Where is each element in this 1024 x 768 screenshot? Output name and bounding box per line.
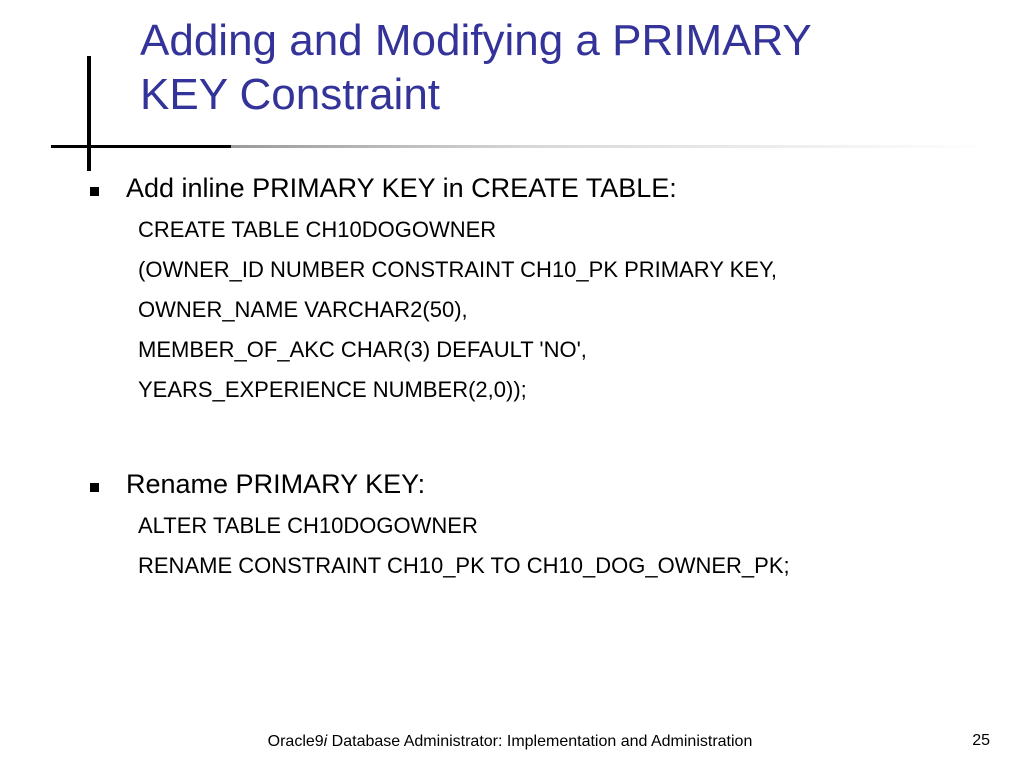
sql-code-line: MEMBER_OF_AKC CHAR(3) DEFAULT 'NO', bbox=[138, 337, 587, 362]
bullet-text: Add inline PRIMARY KEY in CREATE TABLE: bbox=[126, 173, 677, 203]
slide-footer bbox=[200, 731, 820, 753]
sql-code-line: ALTER TABLE CH10DOGOWNER bbox=[138, 513, 478, 538]
sql-code-block bbox=[138, 210, 990, 410]
footer-italic: i bbox=[323, 733, 328, 750]
sql-code-line: RENAME CONSTRAINT CH10_PK TO CH10_DOG_OWNER_PK; bbox=[138, 553, 790, 578]
decorative-vertical-line bbox=[87, 56, 91, 171]
footer-suffix: Database Administrator: Implementation and Administration bbox=[327, 733, 753, 750]
sql-code-line: YEARS_EXPERIENCE NUMBER(2,0)); bbox=[138, 377, 527, 402]
decorative-horizontal-line bbox=[51, 145, 231, 148]
sql-code-block bbox=[138, 506, 990, 586]
square-bullet-icon bbox=[90, 483, 99, 492]
slide-title-line-2: KEY Constraint bbox=[140, 70, 441, 119]
bullet-text: Rename PRIMARY KEY: bbox=[126, 469, 426, 499]
square-bullet-icon bbox=[90, 187, 99, 196]
sql-code-line: CREATE TABLE CH10DOGOWNER bbox=[138, 217, 497, 242]
slide-title bbox=[140, 14, 1000, 122]
page-number: 25 bbox=[972, 732, 990, 749]
bullet-create-table bbox=[90, 170, 990, 410]
decorative-horizontal-line-fade bbox=[231, 145, 991, 148]
bullet-rename-key bbox=[90, 466, 990, 586]
sql-code-line: OWNER_NAME VARCHAR2(50), bbox=[138, 297, 468, 322]
slide-title-line-1: Adding and Modifying a PRIMARY bbox=[140, 16, 812, 65]
sql-code-line: (OWNER_ID NUMBER CONSTRAINT CH10_PK PRIMARY KEY, bbox=[138, 257, 777, 282]
footer-prefix: Oracle9 bbox=[267, 733, 324, 750]
